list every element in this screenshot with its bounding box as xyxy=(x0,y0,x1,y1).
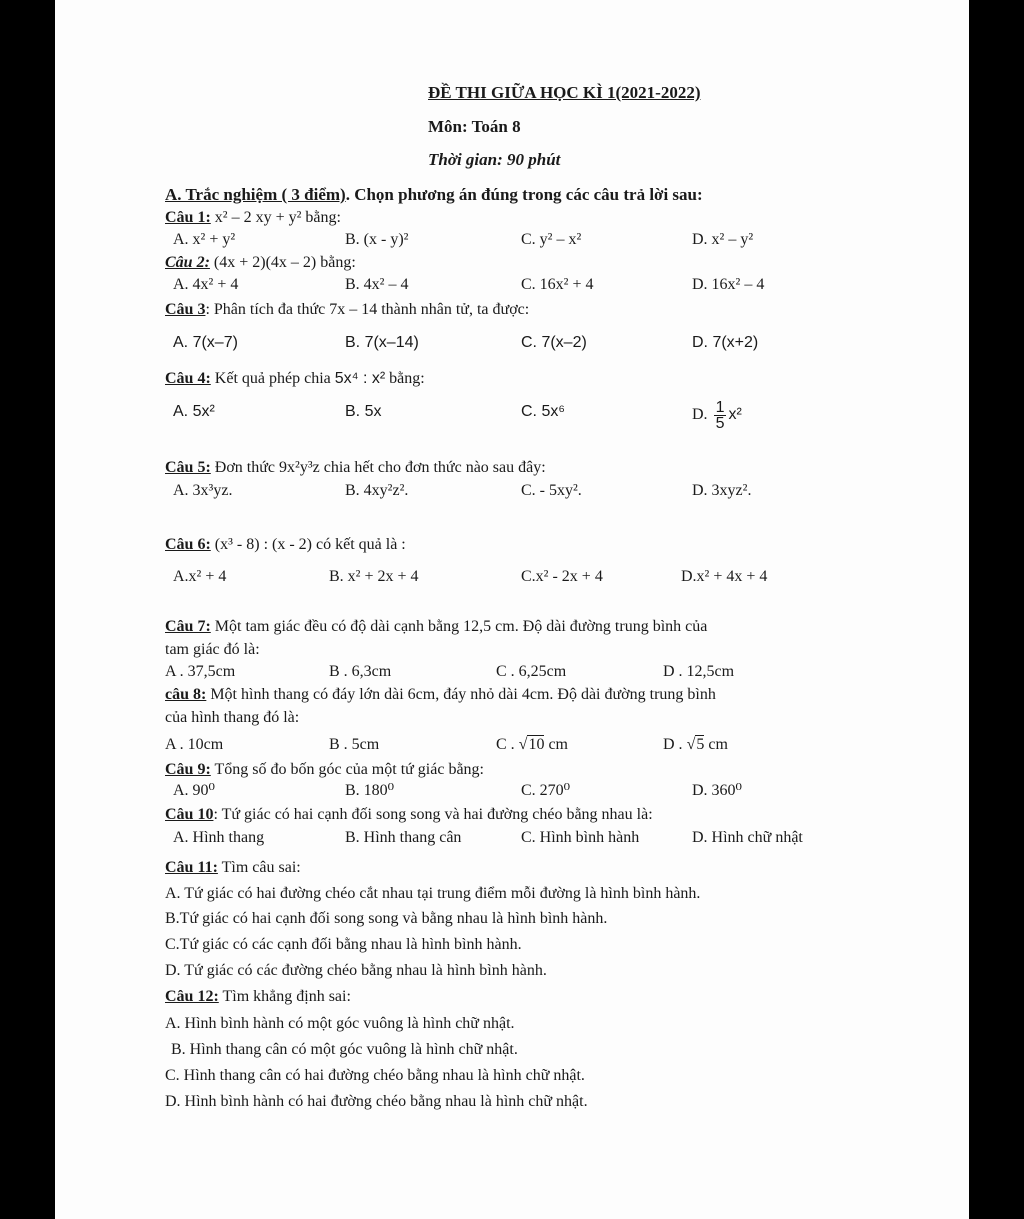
exam-subject: Môn: Toán 8 xyxy=(428,117,521,136)
q3-option-a: A. 7(x–7) xyxy=(173,334,238,351)
question-6-text: (x³ - 8) : (x - 2) có kết quả là : xyxy=(210,536,406,553)
section-a-heading xyxy=(165,186,703,204)
exam-duration: Thời gian: 90 phút xyxy=(428,150,561,169)
question-2-text: (4x + 2)(4x – 2) bằng: xyxy=(209,254,356,271)
q8-option-d-radicand: 5 xyxy=(696,736,705,753)
q2-option-a: A. 4x² + 4 xyxy=(173,276,239,293)
question-1-label: Câu 1: xyxy=(165,209,211,226)
question-1 xyxy=(165,209,341,227)
q4-option-d xyxy=(692,398,742,432)
q4-option-a: A. 5x² xyxy=(173,403,215,420)
q11-option-b: B.Tứ giác có hai cạnh đối song song và bằng nhau là hình bình hành. xyxy=(165,910,608,927)
exam-paper xyxy=(55,0,969,1219)
q8-option-b: B . 5cm xyxy=(329,736,380,753)
q7-option-b: B . 6,3cm xyxy=(329,663,392,680)
question-4-text-end: bằng: xyxy=(385,370,425,387)
question-7-text-line2: tam giác đó là: xyxy=(165,641,260,658)
question-12-text: Tìm khẳng định sai: xyxy=(218,988,351,1005)
q8-option-c-prefix: C . xyxy=(496,736,519,753)
q12-option-d: D. Hình bình hành có hai đường chéo bằng nhau là hình chữ nhật. xyxy=(165,1093,588,1110)
q6-option-c: C.x² - 2x + 4 xyxy=(521,568,603,585)
question-9 xyxy=(165,761,484,779)
q5-option-b: B. 4xy²z². xyxy=(345,482,409,499)
q8-option-d: D . √5 cm xyxy=(663,736,728,753)
q8-option-c-unit: cm xyxy=(544,736,568,753)
question-10 xyxy=(165,806,653,824)
q4-option-d-tail: x² xyxy=(728,406,742,423)
q8-option-d-unit: cm xyxy=(704,736,728,753)
q4-fraction-denominator: 5 xyxy=(715,414,725,432)
q3-option-b: B. 7(x–14) xyxy=(345,334,419,351)
q6-option-d: D.x² + 4x + 4 xyxy=(681,568,768,585)
q8-option-a: A . 10cm xyxy=(165,736,224,753)
question-8-text: Một hình thang có đáy lớn dài 6cm, đáy nhỏ dài 4cm. Độ dài đường trung bình xyxy=(206,686,716,703)
q9-option-b: B. 180⁰ xyxy=(345,782,395,799)
q3-option-d: D. 7(x+2) xyxy=(692,334,759,351)
q5-option-a: A. 3x³yz. xyxy=(173,482,233,499)
question-2 xyxy=(165,254,356,272)
q6-option-a: A.x² + 4 xyxy=(173,568,227,585)
question-3-text: : Phân tích đa thức 7x – 14 thành nhân tử, ta được: xyxy=(205,301,530,318)
q4-option-d-prefix: D. xyxy=(692,406,708,423)
question-4-label: Câu 4: xyxy=(165,370,211,387)
q10-option-d: D. Hình chữ nhật xyxy=(692,829,803,846)
q4-option-c: C. 5x⁶ xyxy=(521,403,565,420)
q1-option-b: B. (x - y)² xyxy=(345,231,409,248)
section-a-instruction: . Chọn phương án đúng trong các câu trả lời sau: xyxy=(345,185,703,204)
q11-option-a: A. Tứ giác có hai đường chéo cắt nhau tại trung điểm mỗi đường là hình bình hành. xyxy=(165,885,701,902)
q10-option-c: C. Hình bình hành xyxy=(521,829,640,846)
q5-option-c: C. - 5xy². xyxy=(521,482,582,499)
q4-option-b: B. 5x xyxy=(345,403,382,420)
q2-option-c: C. 16x² + 4 xyxy=(521,276,594,293)
q4-fraction-numerator: 1 xyxy=(715,398,725,416)
q12-option-b: B. Hình thang cân có một góc vuông là hình chữ nhật. xyxy=(171,1041,518,1058)
question-7-label: Câu 7: xyxy=(165,618,211,635)
question-5 xyxy=(165,459,546,477)
q8-option-d-prefix: D . xyxy=(663,736,687,753)
question-8-text-line2: của hình thang đó là: xyxy=(165,709,300,726)
q1-option-d: D. x² – y² xyxy=(692,231,754,248)
q8-option-c: C . √10 cm xyxy=(496,736,568,753)
q2-option-b: B. 4x² – 4 xyxy=(345,276,409,293)
question-4-text: Kết quả phép chia xyxy=(210,370,335,387)
question-9-label: Câu 9: xyxy=(165,761,211,778)
question-5-label: Câu 5: xyxy=(165,459,211,476)
q8-option-c-radicand: 10 xyxy=(528,736,545,753)
q5-option-d: D. 3xyz². xyxy=(692,482,752,499)
q7-option-c: C . 6,25cm xyxy=(496,663,567,680)
question-4 xyxy=(165,370,425,388)
question-12-label: Câu 12: xyxy=(165,988,219,1005)
question-7-text: Một tam giác đều có độ dài cạnh bằng 12,5 cm. Độ dài đường trung bình của xyxy=(210,618,708,635)
question-8 xyxy=(165,686,716,704)
q6-option-b: B. x² + 2x + 4 xyxy=(329,568,419,585)
question-6 xyxy=(165,536,406,554)
question-11 xyxy=(165,859,301,877)
q9-option-d: D. 360⁰ xyxy=(692,782,742,799)
q11-option-d: D. Tứ giác có các đường chéo bằng nhau là hình bình hành. xyxy=(165,962,547,979)
question-10-label: Câu 10 xyxy=(165,806,214,823)
q9-option-c: C. 270⁰ xyxy=(521,782,571,799)
q10-option-a: A. Hình thang xyxy=(173,829,265,846)
question-7 xyxy=(165,618,707,636)
q3-option-c: C. 7(x–2) xyxy=(521,334,587,351)
question-6-label: Câu 6: xyxy=(165,536,211,553)
q10-option-b: B. Hình thang cân xyxy=(345,829,462,846)
question-8-label: câu 8: xyxy=(165,686,207,703)
question-9-text: Tổng số đo bốn góc của một tứ giác bằng: xyxy=(210,761,484,778)
q11-option-c: C.Tứ giác có các cạnh đối bằng nhau là hình bình hành. xyxy=(165,936,522,953)
exam-title: ĐỀ THI GIỮA HỌC KÌ 1(2021-2022) xyxy=(428,83,701,102)
question-1-text: x² – 2 xy + y² bằng: xyxy=(214,209,341,226)
q4-option-d-fraction xyxy=(714,400,727,431)
question-10-text: : Tứ giác có hai cạnh đối song song và hai đường chéo bằng nhau là: xyxy=(213,806,653,823)
q1-option-c: C. y² – x² xyxy=(521,231,582,248)
question-5-text: Đơn thức 9x²y³z chia hết cho đơn thức nào sau đây: xyxy=(210,459,546,476)
q12-option-c: C. Hình thang cân có hai đường chéo bằng nhau là hình chữ nhật. xyxy=(165,1067,585,1084)
q2-option-d: D. 16x² – 4 xyxy=(692,276,765,293)
question-11-text: Tìm câu sai: xyxy=(217,859,301,876)
question-2-label: Câu 2: xyxy=(165,254,210,271)
q1-option-a: A. x² + y² xyxy=(173,231,236,248)
question-3-label: Câu 3 xyxy=(165,301,206,318)
question-12 xyxy=(165,988,351,1006)
question-3 xyxy=(165,301,529,319)
q12-option-a: A. Hình bình hành có một góc vuông là hình chữ nhật. xyxy=(165,1015,515,1032)
question-4-expression: 5x⁴ : x² xyxy=(334,370,386,387)
question-11-label: Câu 11: xyxy=(165,859,218,876)
q7-option-d: D . 12,5cm xyxy=(663,663,735,680)
q7-option-a: A . 37,5cm xyxy=(165,663,236,680)
section-a-title: A. Trắc nghiệm ( 3 điểm) xyxy=(165,185,346,204)
q9-option-a: A. 90⁰ xyxy=(173,782,215,799)
